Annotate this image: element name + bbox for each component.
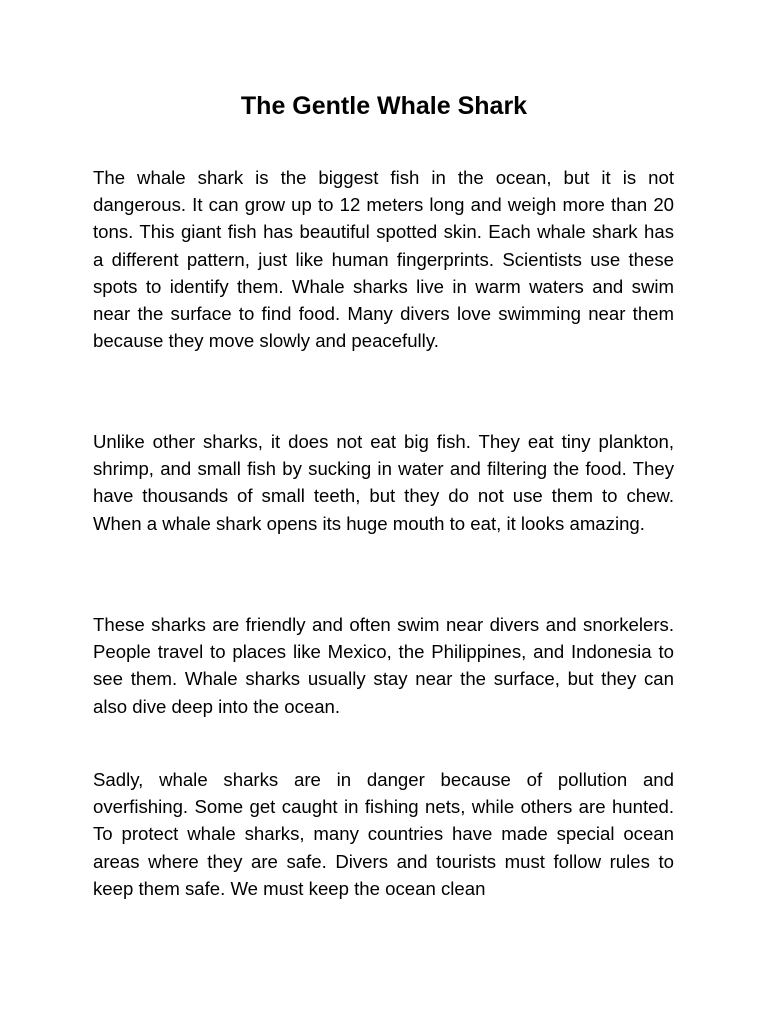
paragraph-1: The whale shark is the biggest fish in the ocean, but it is not dangerous. It can grow up to 12 meters long and weigh more than 20 tons. This giant fish has beautiful spotted skin. Each whale shark has a different pattern, just like human fingerprints. Scientists use these spots to identify them. Whale sharks live in warm waters and swim near the surface to find food. Many divers love swimming near them because they move slowly and peacefully.	[93, 167, 674, 352]
paragraph-4: Sadly, whale sharks are in danger because of pollution and overfishing. Some get caught in fishing nets, while others are hunted. To protect whale sharks, many countries have made special ocean areas where they are safe. Divers and tourists must follow rules to keep them safe. We must keep the ocean clean	[93, 769, 674, 899]
document-title: The Gentle Whale Shark	[240, 92, 528, 120]
paragraph-3: These sharks are friendly and often swim near divers and snorkelers. People travel to places like Mexico, the Philippines, and Indonesia to see them. Whale sharks usually stay near the surface, but they can also dive deep into the ocean.	[93, 614, 674, 717]
paragraph-2: Unlike other sharks, it does not eat big fish. They eat tiny plankton, shrimp, and small fish by sucking in water and filtering the food. They have thousands of small teeth, but they do not use them to chew. When a whale shark opens its huge mouth to eat, it looks amazing.	[93, 431, 674, 534]
